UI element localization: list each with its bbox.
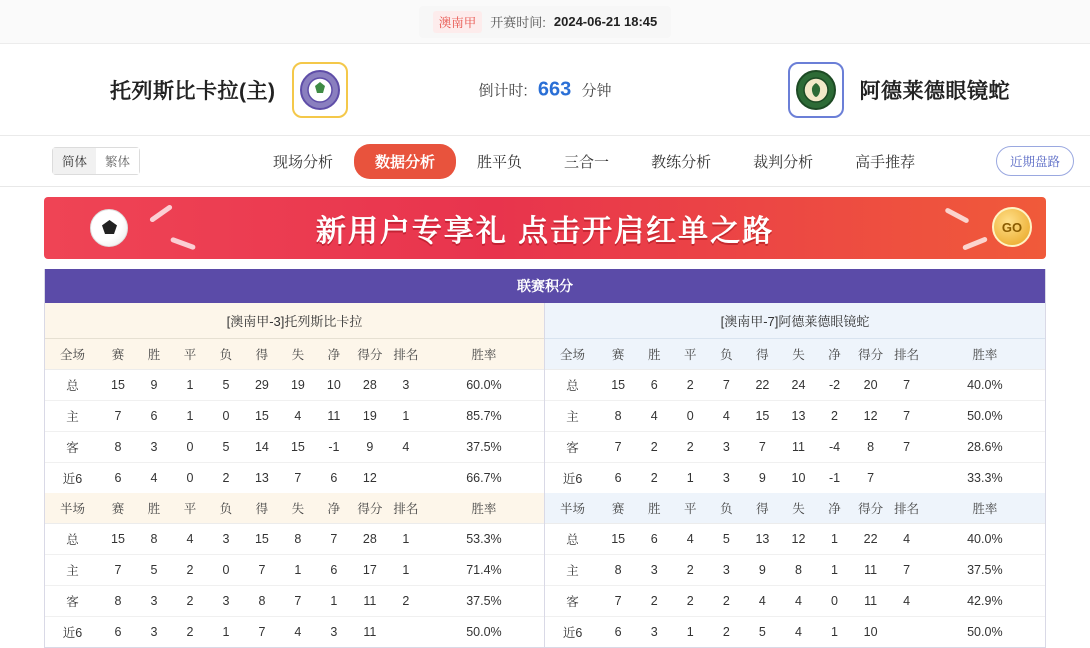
table-cell: 0	[172, 432, 208, 463]
banner-dash-icon	[170, 237, 196, 251]
promo-banner-text: 新用户专享礼 点击开启红单之路	[315, 215, 775, 248]
table-cell: 7	[744, 432, 780, 463]
table-cell: 37.5%	[424, 432, 544, 463]
column-header: 胜率	[925, 493, 1045, 524]
table-cell: 4	[280, 401, 316, 432]
row-label: 总	[545, 370, 600, 401]
row-label: 主	[545, 401, 600, 432]
tab-coach-analysis[interactable]: 教练分析	[651, 153, 712, 171]
table-cell: 6	[114, 471, 122, 485]
table-cell: 4	[889, 524, 925, 555]
table-cell: 4	[172, 524, 208, 555]
away-standings-tables	[545, 339, 1045, 647]
table-cell: 2	[636, 432, 672, 463]
table-cell: 15	[244, 401, 280, 432]
table-cell: 6	[614, 625, 622, 639]
table-row	[545, 463, 1045, 494]
table-cell: 3	[636, 555, 672, 586]
tab-live-analysis[interactable]: 现场分析	[273, 153, 334, 171]
column-header: 负	[708, 493, 744, 524]
table-cell	[889, 463, 925, 494]
table-cell: 6	[330, 471, 338, 485]
lang-traditional[interactable]: 繁体	[96, 148, 139, 174]
table-cell: 15	[600, 370, 636, 401]
match-header	[0, 44, 1090, 136]
table-cell: 28	[352, 370, 388, 401]
table-row	[545, 555, 1045, 586]
table-cell: 7	[294, 471, 302, 485]
banner-dash-icon	[944, 207, 969, 224]
table-cell: 85.7%	[424, 401, 544, 432]
table-cell: 2	[672, 370, 708, 401]
column-header: 赛	[600, 339, 636, 370]
table-cell: 37.5%	[424, 586, 544, 617]
row-label: 总	[545, 524, 600, 555]
table-cell: 11	[780, 432, 816, 463]
table-cell: 12	[780, 524, 816, 555]
table-cell: 7	[889, 401, 925, 432]
column-header: 赛	[100, 493, 136, 524]
table-row	[545, 401, 1045, 432]
league-standings-panel	[44, 269, 1046, 648]
table-row	[45, 586, 544, 617]
table-cell: 15	[280, 432, 316, 463]
panel-title: 联赛积分	[45, 269, 1045, 303]
table-cell: 1	[388, 401, 424, 432]
table-cell: 42.9%	[925, 586, 1045, 617]
column-header: 负	[208, 339, 244, 370]
table-cell: 28.6%	[925, 432, 1045, 463]
table-cell: 2	[172, 555, 208, 586]
table-cell: 1	[816, 555, 852, 586]
table-cell: 3	[708, 432, 744, 463]
table-cell: 4	[388, 432, 424, 463]
table-header-row	[45, 493, 544, 524]
row-label: 近6	[562, 626, 583, 640]
league-tag: 澳南甲	[433, 11, 483, 33]
table-cell: 4	[150, 471, 158, 485]
recent-odds-button[interactable]: 近期盘路	[996, 146, 1074, 176]
table-cell: 2	[708, 586, 744, 617]
column-header: 负	[208, 493, 244, 524]
column-header: 得	[244, 493, 280, 524]
table-cell: 8	[100, 586, 136, 617]
table-cell: 1	[388, 555, 424, 586]
column-header: 平	[172, 493, 208, 524]
column-header: 平	[172, 339, 208, 370]
table-cell: -4	[816, 432, 852, 463]
banner-dash-icon	[149, 204, 173, 223]
table-cell: 1	[388, 524, 424, 555]
table-cell: 19	[352, 401, 388, 432]
row-label: 客	[545, 432, 600, 463]
column-header: 净	[316, 339, 352, 370]
table-row	[45, 617, 544, 648]
column-header: 净	[816, 493, 852, 524]
table-cell: 7	[708, 370, 744, 401]
table-cell: 12	[362, 471, 377, 485]
row-label: 近6	[62, 472, 83, 486]
column-header: 排名	[889, 493, 925, 524]
table-cell: 11	[352, 586, 388, 617]
table-cell: 2	[388, 586, 424, 617]
home-team-name: 托列斯比卡拉(主)	[110, 79, 276, 103]
table-cell: 1	[172, 370, 208, 401]
table-cell: 3	[150, 625, 158, 639]
standings-table	[45, 493, 544, 647]
table-cell: 3	[708, 555, 744, 586]
table-cell: 0	[208, 555, 244, 586]
table-row	[45, 463, 544, 494]
table-cell: 13	[254, 471, 269, 485]
column-header: 半场	[45, 493, 100, 524]
column-header: 失	[780, 493, 816, 524]
standings-table	[45, 339, 544, 493]
countdown-value: 663	[537, 78, 572, 100]
column-header: 赛	[100, 339, 136, 370]
table-cell: 10	[791, 471, 806, 485]
table-cell: 2	[672, 586, 708, 617]
table-cell: 7	[889, 370, 925, 401]
table-cell: 11	[363, 625, 377, 639]
table-cell: 50.0%	[925, 401, 1045, 432]
football-icon	[90, 209, 128, 247]
table-cell: 7	[280, 586, 316, 617]
table-header-row	[545, 339, 1045, 370]
table-cell	[889, 617, 925, 648]
table-header-row	[45, 339, 544, 370]
table-cell: 7	[600, 586, 636, 617]
away-standings	[545, 303, 1045, 647]
standings-table	[545, 493, 1045, 647]
table-cell: 1	[686, 625, 694, 639]
table-cell: 7	[100, 401, 136, 432]
tab-data-analysis[interactable]: 数据分析	[354, 144, 456, 179]
table-cell: 1	[816, 524, 852, 555]
table-cell: 9	[744, 555, 780, 586]
table-row	[545, 432, 1045, 463]
table-cell: 9	[758, 471, 766, 485]
table-cell: 20	[853, 370, 889, 401]
table-cell: -2	[816, 370, 852, 401]
table-cell: 7	[889, 432, 925, 463]
table-cell: 22	[853, 524, 889, 555]
table-cell: 15	[100, 524, 136, 555]
column-header: 得分	[352, 493, 388, 524]
table-cell: 5	[208, 432, 244, 463]
away-crest-icon	[796, 70, 836, 110]
table-cell: 8	[600, 555, 636, 586]
row-label: 客	[545, 586, 600, 617]
column-header: 排名	[889, 339, 925, 370]
home-standings	[45, 303, 545, 647]
away-team-badge	[788, 62, 844, 118]
table-cell: 6	[316, 555, 352, 586]
table-cell: 7	[316, 524, 352, 555]
home-standings-tables	[45, 339, 544, 647]
table-cell: 22	[744, 370, 780, 401]
table-cell: 3	[136, 586, 172, 617]
table-cell: 4	[889, 586, 925, 617]
column-header: 净	[316, 493, 352, 524]
row-label: 总	[45, 524, 100, 555]
table-cell: 11	[853, 586, 889, 617]
table-cell: 4	[294, 625, 302, 639]
kickoff-bar	[0, 0, 1090, 44]
row-label: 主	[545, 555, 600, 586]
table-cell: 8	[280, 524, 316, 555]
table-cell: 6	[614, 471, 622, 485]
away-standings-title: [澳南甲-7]阿德莱德眼镜蛇	[545, 303, 1045, 339]
lang-simplified[interactable]: 简体	[53, 148, 96, 174]
table-cell: 9	[352, 432, 388, 463]
table-cell: 50.0%	[967, 625, 1003, 639]
table-cell: 6	[636, 370, 672, 401]
table-cell: 4	[780, 586, 816, 617]
table-cell: 7	[244, 555, 280, 586]
home-standings-title: [澳南甲-3]托列斯比卡拉	[45, 303, 544, 339]
column-header: 失	[280, 493, 316, 524]
table-row	[545, 524, 1045, 555]
table-cell: 3	[208, 524, 244, 555]
table-cell: 1	[222, 625, 230, 639]
table-cell: 50.0%	[466, 625, 502, 639]
table-cell: 5	[208, 370, 244, 401]
table-cell: 4	[744, 586, 780, 617]
table-cell: 40.0%	[925, 524, 1045, 555]
column-header: 排名	[388, 339, 424, 370]
nav-items	[252, 144, 936, 179]
table-cell: 8	[853, 432, 889, 463]
table-cell: -1	[316, 432, 352, 463]
table-cell: 6	[636, 524, 672, 555]
table-cell: 4	[794, 625, 802, 639]
column-header: 得	[744, 339, 780, 370]
table-cell: 15	[744, 401, 780, 432]
table-cell: 15	[244, 524, 280, 555]
table-cell: 7	[889, 555, 925, 586]
table-cell: 15	[100, 370, 136, 401]
table-cell: 10	[863, 625, 878, 639]
tab-win-draw-loss[interactable]: 胜平负	[477, 153, 523, 171]
table-cell: 71.4%	[424, 555, 544, 586]
table-header-row	[545, 493, 1045, 524]
promo-go-button[interactable]: GO	[992, 207, 1032, 247]
table-cell: 29	[244, 370, 280, 401]
column-header: 平	[672, 493, 708, 524]
table-cell: 4	[636, 401, 672, 432]
row-label: 客	[45, 586, 100, 617]
table-cell: 3	[330, 625, 338, 639]
table-cell: 8	[136, 524, 172, 555]
table-cell: 66.7%	[466, 471, 502, 485]
table-cell: 2	[172, 586, 208, 617]
table-cell: 6	[136, 401, 172, 432]
table-cell: 3	[650, 625, 658, 639]
row-label: 近6	[562, 472, 583, 486]
table-cell: 11	[853, 555, 889, 586]
table-cell: 37.5%	[925, 555, 1045, 586]
table-cell: 4	[708, 401, 744, 432]
column-header: 胜	[636, 339, 672, 370]
table-cell: 5	[758, 625, 766, 639]
table-cell: 0	[816, 586, 852, 617]
row-label: 近6	[62, 626, 83, 640]
table-row	[545, 617, 1045, 648]
standings-split	[45, 303, 1045, 647]
away-team-name: 阿德莱德眼镜蛇	[859, 79, 1010, 103]
table-cell: 5	[136, 555, 172, 586]
table-cell: 8	[600, 401, 636, 432]
standings-table	[545, 339, 1045, 493]
table-cell: 2	[672, 432, 708, 463]
column-header: 胜	[136, 493, 172, 524]
column-header: 胜率	[424, 339, 544, 370]
kickoff-label: 开赛时间:	[490, 15, 546, 30]
table-cell: 1	[686, 471, 694, 485]
column-header: 得分	[352, 339, 388, 370]
table-row	[45, 524, 544, 555]
row-label: 主	[45, 555, 100, 586]
table-cell: 2	[672, 555, 708, 586]
table-cell: 6	[114, 625, 122, 639]
column-header: 排名	[388, 493, 424, 524]
table-row	[45, 401, 544, 432]
column-header: 赛	[600, 493, 636, 524]
table-row	[45, 370, 544, 401]
countdown-label: 倒计时:	[478, 82, 528, 99]
table-cell	[388, 617, 424, 648]
table-cell: 40.0%	[925, 370, 1045, 401]
kickoff-time: 2024-06-21 18:45	[553, 14, 658, 29]
row-label: 总	[45, 370, 100, 401]
table-row	[45, 432, 544, 463]
column-header: 胜	[636, 493, 672, 524]
table-cell: 2	[722, 625, 730, 639]
column-header: 得	[744, 493, 780, 524]
tab-expert-picks[interactable]: 高手推荐	[855, 153, 916, 171]
table-row	[545, 586, 1045, 617]
table-row	[545, 370, 1045, 401]
table-cell: 1	[280, 555, 316, 586]
row-label: 主	[45, 401, 100, 432]
table-cell: 11	[316, 401, 352, 432]
column-header: 全场	[545, 339, 600, 370]
table-cell: 2	[222, 471, 230, 485]
table-cell: 8	[244, 586, 280, 617]
promo-banner[interactable]	[44, 197, 1046, 259]
table-cell: 13	[780, 401, 816, 432]
table-cell: 7	[867, 471, 875, 485]
table-cell: 17	[352, 555, 388, 586]
table-cell: 15	[600, 524, 636, 555]
table-cell: 13	[744, 524, 780, 555]
table-cell: 7	[100, 555, 136, 586]
table-cell: 1	[831, 625, 838, 639]
table-cell: 2	[186, 625, 194, 639]
column-header: 胜率	[424, 493, 544, 524]
column-header: 得	[244, 339, 280, 370]
table-cell: 7	[600, 432, 636, 463]
banner-dash-icon	[962, 236, 988, 250]
column-header: 全场	[45, 339, 100, 370]
table-cell: 5	[708, 524, 744, 555]
table-cell: 19	[280, 370, 316, 401]
kickoff-bar-inner	[419, 6, 672, 38]
tab-referee-analysis[interactable]: 裁判分析	[753, 153, 814, 171]
column-header: 得分	[853, 339, 889, 370]
table-cell: 3	[136, 432, 172, 463]
table-cell: 8	[100, 432, 136, 463]
table-cell: -1	[828, 471, 841, 485]
row-label: 客	[45, 432, 100, 463]
column-header: 半场	[545, 493, 600, 524]
table-cell: 0	[186, 471, 194, 485]
table-cell: 14	[244, 432, 280, 463]
table-cell: 0	[672, 401, 708, 432]
table-cell: 2	[636, 586, 672, 617]
table-cell: 60.0%	[424, 370, 544, 401]
table-cell: 24	[780, 370, 816, 401]
table-cell: 8	[780, 555, 816, 586]
column-header: 胜率	[925, 339, 1045, 370]
table-cell: 0	[208, 401, 244, 432]
table-cell: 53.3%	[424, 524, 544, 555]
column-header: 失	[280, 339, 316, 370]
table-cell: 3	[208, 586, 244, 617]
tab-three-in-one[interactable]: 三合一	[564, 153, 610, 171]
column-header: 胜	[136, 339, 172, 370]
table-cell: 2	[816, 401, 852, 432]
table-cell: 2	[650, 471, 658, 485]
table-cell: 3	[388, 370, 424, 401]
column-header: 负	[708, 339, 744, 370]
countdown-unit: 分钟	[581, 82, 612, 99]
table-cell: 4	[672, 524, 708, 555]
table-cell: 33.3%	[967, 471, 1003, 485]
table-cell: 9	[136, 370, 172, 401]
table-cell: 7	[258, 625, 266, 639]
table-cell: 3	[722, 471, 730, 485]
column-header: 平	[672, 339, 708, 370]
table-cell: 28	[352, 524, 388, 555]
column-header: 得分	[853, 493, 889, 524]
away-team[interactable]	[788, 62, 1011, 118]
column-header: 净	[816, 339, 852, 370]
table-cell: 10	[316, 370, 352, 401]
table-cell: 12	[853, 401, 889, 432]
table-row	[45, 555, 544, 586]
table-cell: 1	[172, 401, 208, 432]
table-cell: 1	[316, 586, 352, 617]
column-header: 失	[780, 339, 816, 370]
language-toggle[interactable]	[52, 147, 140, 175]
table-cell	[388, 463, 424, 494]
main-nav	[0, 136, 1090, 187]
